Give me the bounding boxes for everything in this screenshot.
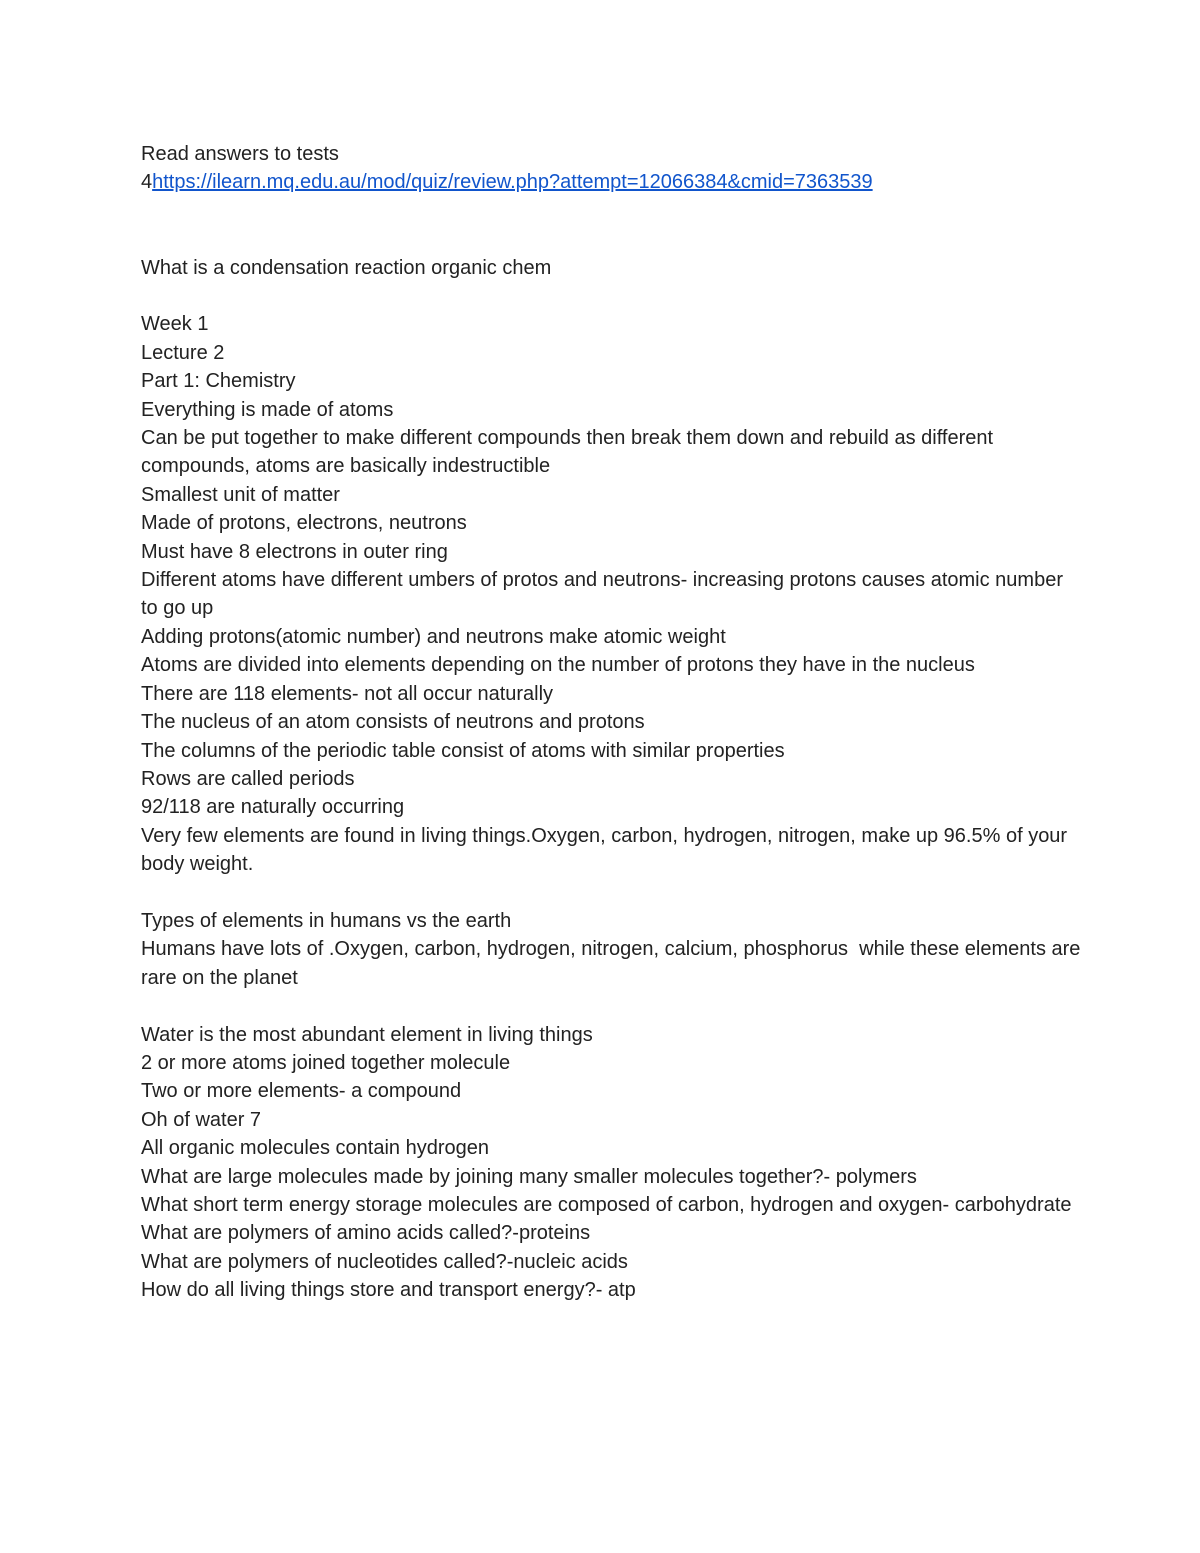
link-prefix: 4 [141, 171, 153, 194]
section-molecules [141, 1021, 1081, 1305]
note-line: Two or more elements- a compound [141, 1080, 462, 1103]
note-line: Humans have lots of .Oxygen, carbon, hydrogen, nitrogen, calcium, phosphorus while these elements are rare on the planet [141, 938, 1086, 989]
note-line: Part 1: Chemistry [141, 370, 296, 393]
note-line: 92/118 are naturally occurring [141, 796, 405, 819]
note-line: Rows are called periods [141, 767, 355, 790]
note-line: What are polymers of nucleotides called?-nucleic acids [141, 1250, 628, 1273]
note-line: Types of elements in humans vs the earth [141, 909, 512, 932]
note-line: Water is the most abundant element in living things [141, 1023, 593, 1046]
note-line: Atoms are divided into elements depending on the number of protons they have in the nucleus [141, 654, 975, 677]
note-line: What are large molecules made by joining many smaller molecules together?- polymers [141, 1165, 917, 1188]
section-elements-comparison [141, 907, 1086, 992]
doc-title: Read answers to tests [141, 143, 339, 165]
note-line: Smallest unit of matter [141, 483, 340, 506]
question-line: What is a condensation reaction organic chem [141, 256, 552, 279]
spacer [141, 879, 1081, 907]
note-line: What short term energy storage molecules are composed of carbon, hydrogen and oxygen- carbohydrate [141, 1193, 1072, 1216]
note-line: Oh of water 7 [141, 1108, 262, 1131]
spacer [141, 197, 1081, 254]
note-line: How do all living things store and transport energy?- atp [141, 1279, 636, 1302]
note-line: The nucleus of an atom consists of neutrons and protons [141, 711, 645, 734]
note-line: Week 1 [141, 313, 209, 336]
note-line: There are 118 elements- not all occur naturally [141, 682, 554, 705]
note-line: Lecture 2 [141, 341, 225, 364]
note-line: Adding protons(atomic number) and neutrons make atomic weight [141, 625, 726, 648]
note-line: Different atoms have different umbers of protos and neutrons- increasing protons causes atomic number to go up [141, 569, 1069, 620]
link-line [141, 168, 1081, 196]
note-line: The columns of the periodic table consist of atoms with similar properties [141, 739, 785, 762]
spacer [141, 282, 1081, 310]
spacer [141, 992, 1081, 1020]
note-line: Made of protons, electrons, neutrons [141, 512, 467, 535]
note-line: Must have 8 electrons in outer ring [141, 540, 448, 563]
quiz-review-link[interactable]: https://ilearn.mq.edu.au/mod/quiz/review.php?attempt=12066384&cmid=7363539 [152, 171, 873, 194]
note-line: Everything is made of atoms [141, 398, 394, 421]
section-week1-notes [141, 310, 1081, 878]
document-page [141, 140, 1086, 1305]
note-line: What are polymers of amino acids called?-proteins [141, 1222, 591, 1245]
note-line: 2 or more atoms joined together molecule [141, 1051, 511, 1074]
note-line: Can be put together to make different compounds then break them down and rebuild as different compounds, atoms are basically indestructible [141, 427, 999, 478]
note-line: All organic molecules contain hydrogen [141, 1137, 489, 1160]
note-line: Very few elements are found in living things.Oxygen, carbon, hydrogen, nitrogen, make up 96.5% of your body weight. [141, 824, 1073, 876]
